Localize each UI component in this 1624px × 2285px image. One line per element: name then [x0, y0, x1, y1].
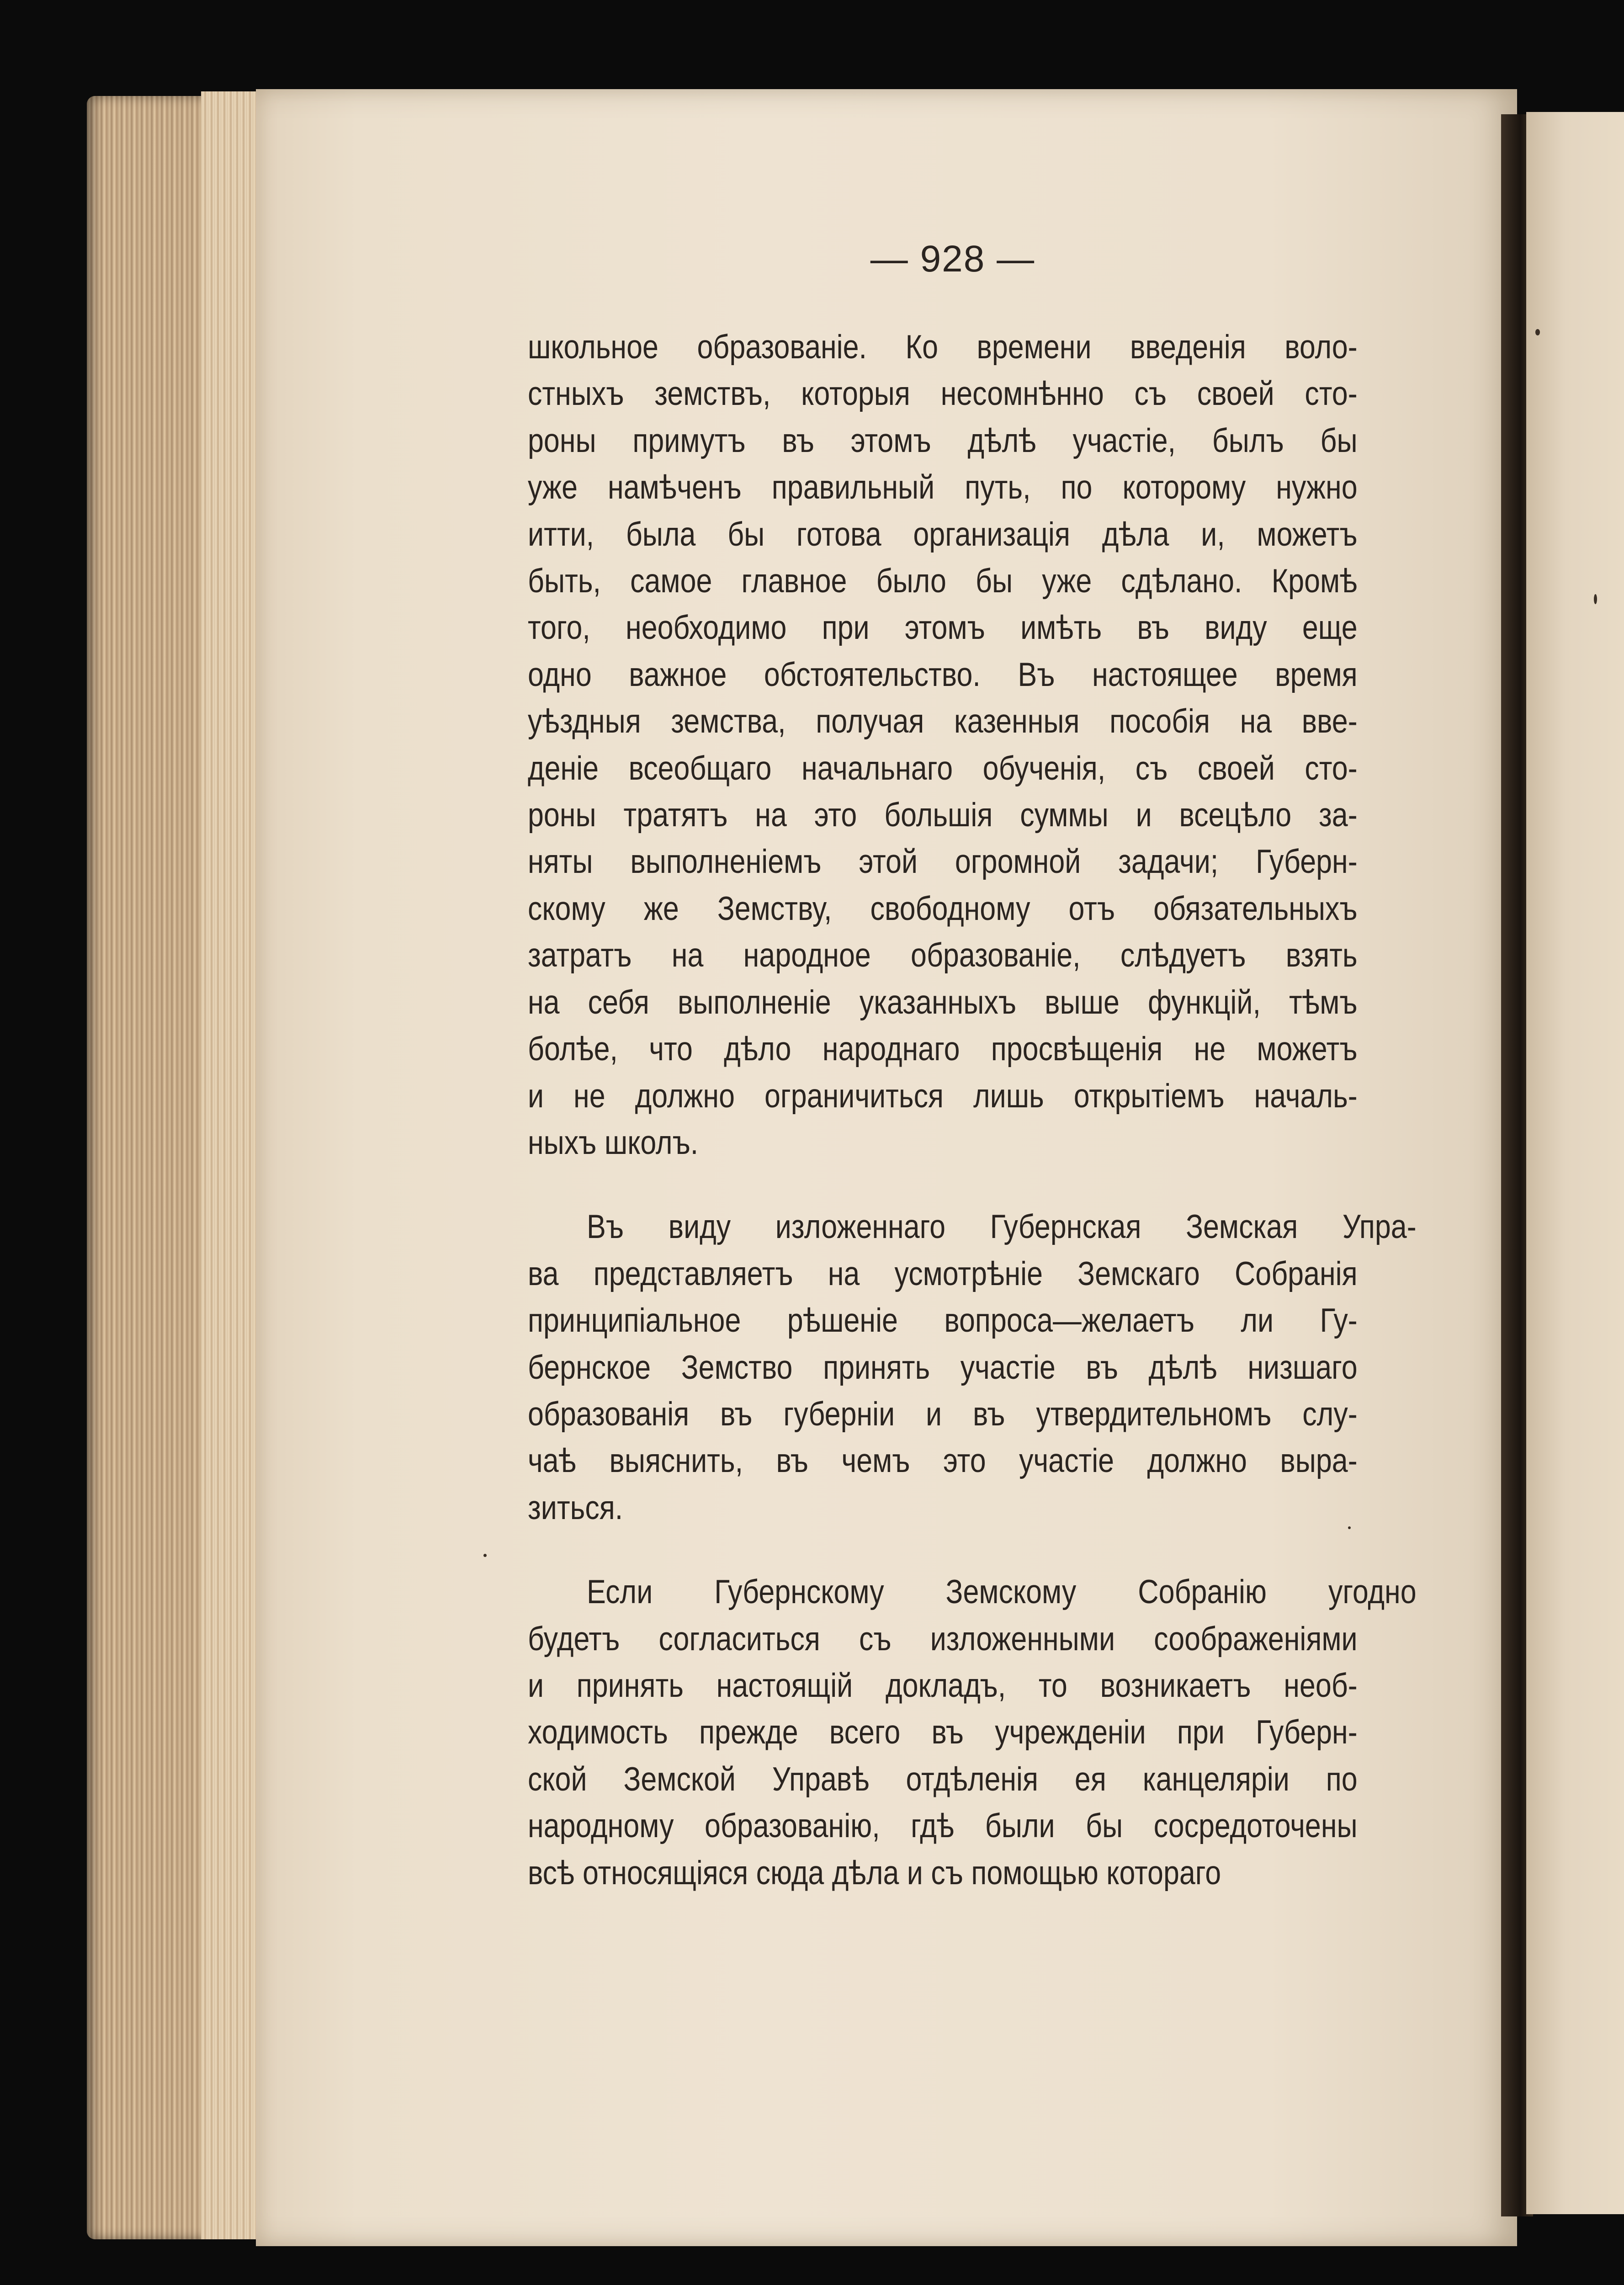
text-line: болѣе, что дѣло народнаго просвѣщенія не можетъ [528, 1031, 1358, 1068]
text-line: бернское Земство принять участіе въ дѣлѣ низшаго [528, 1349, 1358, 1386]
paragraph-gap [528, 1531, 1359, 1569]
text-line: одно важное обстоятельство. Въ настоящее время [528, 656, 1358, 693]
text-line: ва представляетъ на усмотрѣніе Земскаго Собранія [528, 1255, 1358, 1292]
text-line: и не должно ограничиться лишь открытіемъ началь- [528, 1077, 1358, 1115]
paper-speck [1594, 594, 1597, 604]
text-line: быть, самое главное было бы уже сдѣлано. Кромѣ [528, 563, 1358, 600]
text-line: на себя выполненіе указанныхъ выше функцій, тѣмъ [528, 983, 1358, 1021]
text-line: скому же Земству, свободному отъ обязательныхъ [528, 890, 1358, 927]
text-line: затратъ на народное образованіе, слѣдуетъ взять [528, 937, 1358, 974]
text-line: роны примутъ въ этомъ дѣлѣ участіе, былъ бы [528, 422, 1358, 459]
text-line: чаѣ выяснить, въ чемъ это участіе должно выра- [528, 1442, 1358, 1480]
text-line: уѣздныя земства, получая казенныя пособія на вве- [528, 703, 1358, 740]
text-line: школьное образованіе. Ко времени введенія воло- [528, 329, 1358, 366]
next-page-edge [1526, 112, 1624, 2214]
paper-speck [483, 1554, 487, 1557]
text-line: няты выполненіемъ этой огромной задачи; Губерн- [528, 843, 1358, 881]
text-block [528, 238, 1417, 1897]
text-line: зиться. [528, 1489, 623, 1526]
text-line: роны тратятъ на это большія суммы и всецѣло за- [528, 797, 1358, 834]
text-line: принципіальное рѣшеніе вопроса—желаетъ ли Гу- [528, 1302, 1358, 1339]
body-text [528, 324, 1417, 1897]
text-line: образованія въ губерніи и въ утвердительномъ слу- [528, 1395, 1358, 1433]
text-line: народному образованію, гдѣ были бы сосредоточены [528, 1807, 1358, 1845]
paragraph [528, 1569, 1417, 1897]
page-edges-inner [201, 91, 265, 2239]
page-number: — 928 — [870, 238, 1035, 280]
text-line: Если Губернскому Земскому Собранію угодно [587, 1573, 1417, 1611]
text-line: деніе всеобщаго начальнаго обученія, съ своей сто- [528, 749, 1358, 787]
text-line: ходимость прежде всего въ учрежденіи при Губерн- [528, 1714, 1358, 1751]
paragraph [528, 324, 1359, 1166]
text-line: того, необходимо при этомъ имѣть въ виду еще [528, 609, 1358, 647]
text-line: будетъ согласиться съ изложенными соображеніями [528, 1620, 1358, 1658]
text-line: и принять настоящій докладъ, то возникаетъ необ- [528, 1667, 1358, 1704]
paragraph-gap [528, 1166, 1359, 1204]
text-line: всѣ относящіяся сюда дѣла и съ помощью котораго [528, 1854, 1221, 1892]
paragraph [528, 1204, 1417, 1531]
text-line: уже намѣченъ правильный путь, по которому нужно [528, 469, 1358, 506]
text-line: Въ виду изложеннаго Губернская Земская Упра- [587, 1208, 1417, 1246]
text-line: итти, была бы готова организація дѣла и, можетъ [528, 515, 1358, 553]
text-line: стныхъ земствъ, которыя несомнѣнно съ своей сто- [528, 375, 1358, 413]
text-line: ныхъ школъ. [528, 1124, 699, 1161]
text-line: ской Земской Управѣ отдѣленія ея канцеляріи по [528, 1760, 1358, 1798]
paper-speck [1535, 329, 1540, 335]
